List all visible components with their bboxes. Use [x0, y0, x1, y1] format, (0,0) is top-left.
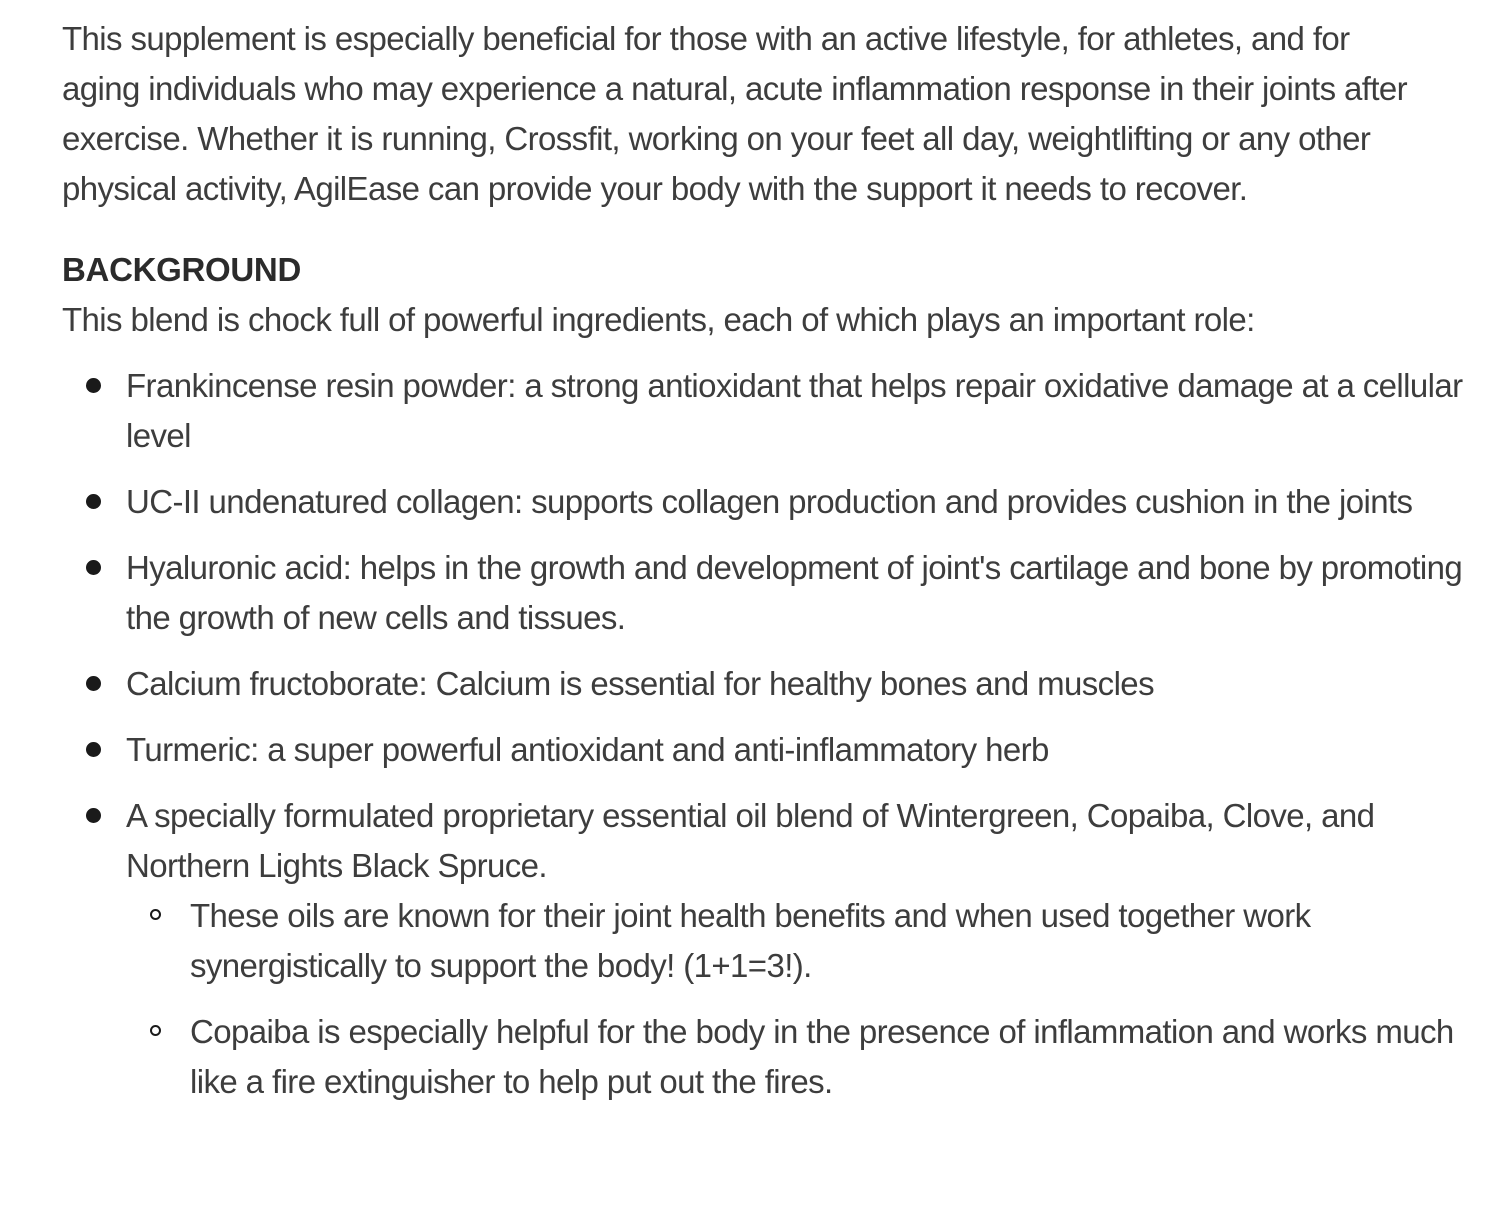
sub-list-item-text: These oils are known for their joint health benefits and when used together work synergistically to support the body! (1+1=3!). — [190, 897, 1311, 984]
list-item-text: Calcium fructoborate: Calcium is essential for healthy bones and muscles — [126, 665, 1154, 702]
ingredient-list — [62, 361, 1482, 1107]
list-item — [62, 659, 1482, 709]
list-item — [62, 361, 1482, 461]
list-item-text: UC-II undenatured collagen: supports collagen production and provides cushion in the joints — [126, 483, 1413, 520]
bullet-dot-icon — [86, 560, 101, 575]
bullet-dot-icon — [86, 808, 101, 823]
list-item — [62, 725, 1482, 775]
article-content — [62, 14, 1482, 1123]
list-item — [62, 477, 1482, 527]
sub-list-item — [126, 891, 1482, 991]
bullet-ring-icon — [150, 909, 161, 920]
list-item-text: Turmeric: a super powerful antioxidant and anti-inflammatory herb — [126, 731, 1049, 768]
bullet-dot-icon — [86, 742, 101, 757]
list-item-text: Frankincense resin powder: a strong antioxidant that helps repair oxidative damage at a cellular level — [126, 367, 1463, 454]
section-heading-background: BACKGROUND — [62, 251, 301, 288]
list-item-text: Hyaluronic acid: helps in the growth and development of joint's cartilage and bone by promoting the growth of new cells and tissues. — [126, 549, 1463, 636]
list-item — [62, 543, 1482, 643]
list-item-text: A specially formulated proprietary essential oil blend of Wintergreen, Copaiba, Clove, and Northern Lights Black Spruce. — [126, 797, 1375, 884]
bullet-dot-icon — [86, 494, 101, 509]
sub-list-item — [126, 1007, 1482, 1107]
section-lead: This blend is chock full of powerful ingredients, each of which plays an important role: — [62, 301, 1255, 338]
bullet-dot-icon — [86, 378, 101, 393]
list-item — [62, 791, 1482, 1107]
sub-list-item-text: Copaiba is especially helpful for the body in the presence of inflammation and works much like a fire extinguisher to help put out the fires. — [190, 1013, 1454, 1100]
bullet-dot-icon — [86, 676, 101, 691]
intro-paragraph: This supplement is especially beneficial for those with an active lifestyle, for athletes, and for aging individuals who may experience a natural, acute inflammation response in their joints after exercise. Whether it is running, Crossfit, working on your feet all day, weightlifting or any other physical activity, AgilEase can provide your body with the support it needs to recover. — [62, 20, 1408, 207]
bullet-ring-icon — [150, 1025, 161, 1036]
sub-list — [126, 891, 1482, 1107]
